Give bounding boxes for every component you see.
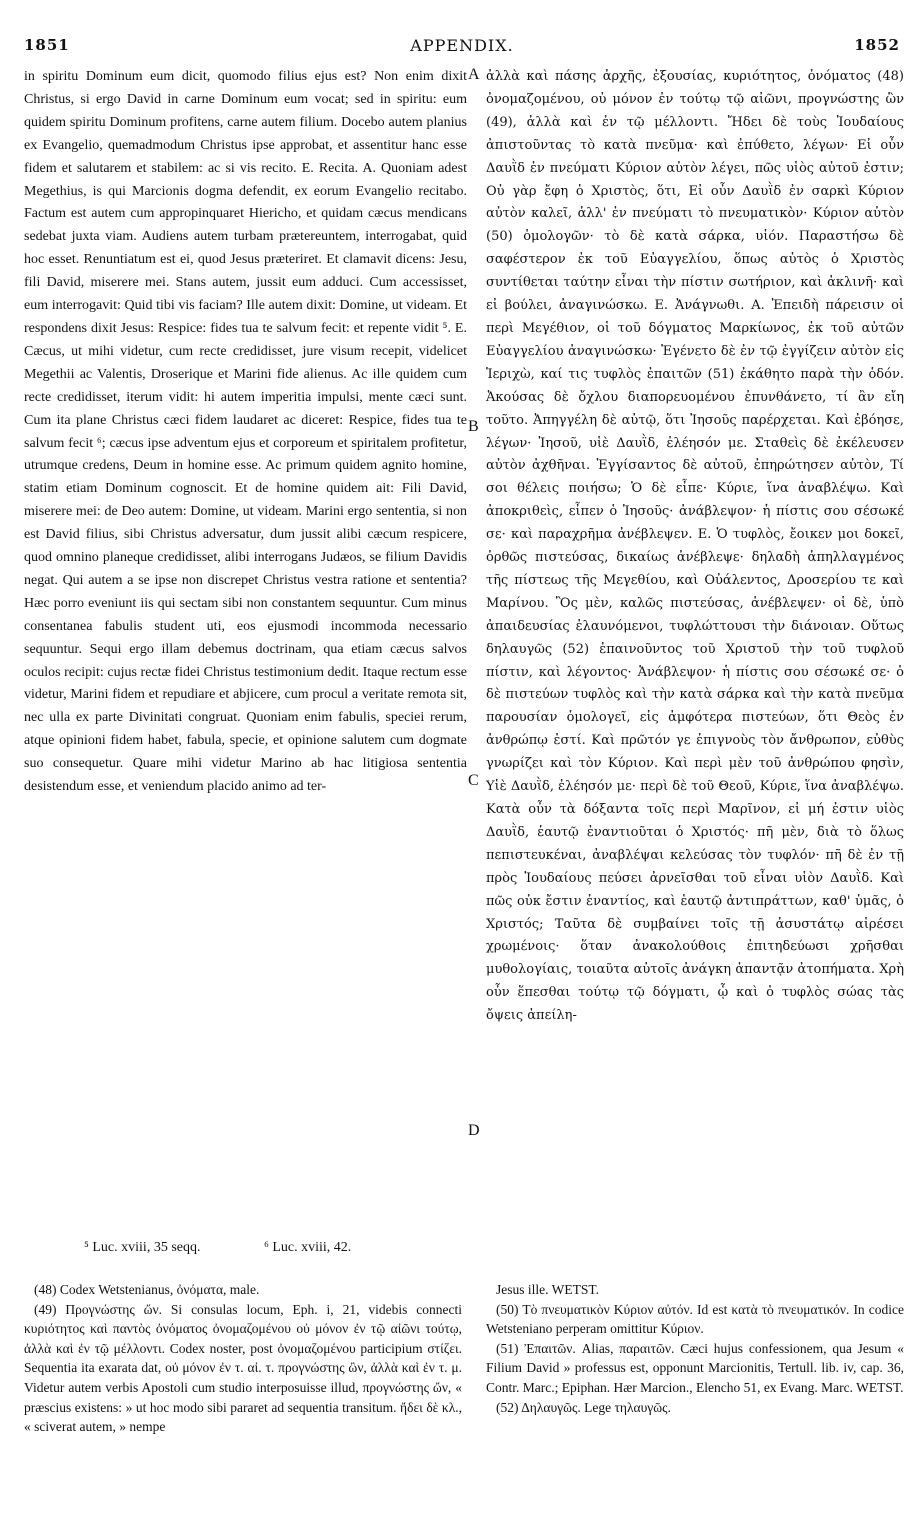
footnote-51: (51) Ἐπαιτῶν. Alias, παραιτῶν. Cæci hujus confessionem, qua Jesum « Filium David » professus est, opponunt Marcionitis, Tertull. lib. iv, cap. 36, Contr. Marc.; Epiphan. Hær Marcion., Elencho 51, ex Evang. Marc. WETST.: [486, 1340, 904, 1395]
section-marker-a: A: [468, 66, 480, 83]
scripture-note-5: ⁵ Luc. xviii, 35 seqq.: [84, 1240, 201, 1255]
page-number-left: 1851: [24, 36, 70, 54]
scripture-note-6: ⁶ Luc. xviii, 42.: [263, 1240, 352, 1255]
scripture-references: [24, 1240, 904, 1256]
footnote-52: (52) Δηλαυγῶς. Lege τηλαυγῶς.: [496, 1399, 671, 1415]
page-number-right: 1852: [854, 36, 900, 54]
greek-column: [486, 66, 904, 1028]
section-marker-c: C: [468, 772, 479, 789]
running-title: APPENDIX.: [410, 36, 514, 55]
section-marker-b: B: [468, 418, 479, 435]
footnotes-right: [486, 1280, 904, 1417]
footnote-continuation: Jesus ille. WETST.: [496, 1282, 599, 1297]
page-header: [24, 36, 900, 58]
footnotes-left: [24, 1280, 462, 1437]
footnote-48: (48) Codex Wetstenianus, ὀνόματα, male.: [34, 1282, 260, 1297]
section-marker-d: D: [468, 1122, 480, 1139]
greek-text: ἀλλὰ καὶ πάσης ἀρχῆς, ἐξουσίας, κυριότητος, ὀνόματος (48) ὀνομαζομένου, οὐ μόνον ἐν τούτῳ τῷ αἰῶνι, προγνώστης ὢν (49), ἀλλὰ καὶ ἐν τῷ μέλλοντι. Ἤδει δὲ τοὺς Ἰουδαίους ἀπιστοῦντας τὸ κατὰ πνεῦμα· καὶ ἐπύθετο, λέγων· Εἰ οὖν Δαυῒδ ἐν πνεύματι Κύριον αὐτὸν λέγει, πῶς υἱὸς αὐτοῦ ἐστιν; Οὐ γὰρ ἔφη ὁ Χριστὸς, ὅτι, Εἰ οὖν Δαυῒδ ἐν σαρκὶ Κύριον αὐτὸν καλεῖ, ἀλλ' ἐν πνεύματι τὸ πνευματικὸν· Κύριον αὐτὸν (50) ὁμολογῶν· τὸ δὲ κατὰ σάρκα, υἱόν. Παραστήσω δὲ σαφέστερον ἐκ τοῦ Εὐαγγελίου, ὅπως αὐτὸς ὁ Χριστὸς συντίθεται ταύτην εἶναι τὴν πίστιν σωτήριον, καὶ ἀκλινῆ· καὶ εἰ βούλει, ἀναγινώσκω. Ε. Ἀνάγνωθι. Α. Ἐπειδὴ πάρεισιν οἱ περὶ Μεγέθιον, οἱ τοῦ δόγματος Μαρκίωνος, ἐκ τοῦ αὐτῶν Εὐαγγελίου ἀναγινώσκω· Ἐγένετο δὲ ἐν τῷ ἐγγίζειν αὐτὸν εἰς Ἱεριχὼ, καί τις τυφλὸς ἐπαιτῶν (51) ἐκάθητο παρὰ τὴν ὁδόν. Ἀκούσας δὲ ὄχλου διαπορευομένου ἐπυνθάνετο, τί ἂν εἴη τοῦτο. Ἀπηγγέλη δὲ αὐτῷ, ὅτι Ἰησοῦς παρέρχεται. Καὶ ἐβόησε, λέγων· Ἰησοῦ, υἱὲ Δαυῒδ, ἐλέησόν με. Σταθεὶς δὲ ἐκέλευσεν αὐτὸν ἀχθῆναι. Ἐγγίσαντος δὲ αὐτοῦ, ἐπηρώτησεν αὐτὸν, Τί σοι θέλεις ποιήσω; Ὁ δὲ εἶπε· Κύριε, ἵνα ἀναβλέψω. Καὶ ἀποκριθεὶς, εἶπεν ὁ Ἰησοῦς· ἀνάβλεψον· ἡ πίστις σου σέσωκέ σε· καὶ παραχρῆμα ἀνέβλεψεν. Ε. Ὁ τυφλὸς, ἔοικεν μοι δοκεῖ, ὀρθῶς πιστεύσας, δικαίως ἀνέβλεψε· δηλαδὴ ἀπηλλαγμένος τῆς πίστεως τῆς Μεγεθίου, καὶ Οὐάλεντος, Δροσερίου τε καὶ Μαρίνου. Ὃς μὲν, καλῶς πιστεύσας, ἀνέβλεψεν· οἱ δὲ, ὑπὸ ἀπαιδευσίας ἐλαυνόμενοι, τυφλώττουσι τὴν διάνοιαν. Οὕτως δηλαυγῶς (52) ἐπαινοῦντος τοῦ Χριστοῦ τὴν τοῦ τυφλοῦ πίστιν, καὶ λέγοντος· Ἀνάβλεψον· ἡ πίστις σου σέσωκέ σε· ὁ δὲ πιστεύων τυφλὸς καὶ τὴν κατὰ σάρκα καὶ τὴν κατὰ πνεῦμα παρουσίαν ὁμολογεῖ, εἰς ἀμφότερα πιστεύων, ὅτι Θεὸς ἐν ἀνθρώπῳ ἐστί. Καὶ πρῶτόν γε ἐπιγνοὺς τὸν ἄνθρωπον, εὐθὺς γνωρίζει καὶ τὸν Κύριον. Καὶ περὶ μὲν τοῦ ἀνθρώπου φησὶν, Υἱὲ Δαυῒδ, ἐλέησόν με· περὶ δὲ τοῦ Θεοῦ, Κύριε, ἵνα ἀναβλέψω. Κατὰ οὖν τὰ δόξαντα τοῖς περὶ Μαρῖνον, εἰ μή ἐστιν υἱὸς Δαυῒδ, ἑαυτῷ ἐναντιοῦται ὁ Χριστός· πῆ μὲν, διὰ τὸ ὅλως πεπιστευκέναι, ἀναβλέψαι κελεύσας τὸν τυφλόν· πῆ δὲ ἐν τῇ πρὸς Ἰουδαίους πεύσει ἀρνεῖσθαι τοῦ εἶναι υἱὸν Δαυῒδ. Καὶ πῶς οὐκ ἔστιν ἐναντίος, καὶ ἑαυτῷ ἀντιπράττων, καθ' ὑμᾶς, ὁ Χριστός; Ταῦτα δὲ συμβαίνει τοῖς τῇ ἀσυστάτῳ αἱρέσει χρωμένοις· ὅταν ἀνακολούθοις ἐπιτηδεύωσι χρῆσθαι μυθολογίαις, τοιαῦτα αὐτοῖς ἀνάγκη ἀπαντᾷν ἀτοπήματα. Χρὴ οὖν ἕπεσθαι τούτῳ τῷ δόγματι, ᾧ καὶ ὁ τυφλὸς σώας τὰς ὄψεις ἀπείλη-: [486, 69, 904, 1024]
footnote-49: (49) Προγνώστης ὤν. Si consulas locum, Eph. i, 21, videbis connecti κυριότητος καὶ παντὸς ὀνόματος ὀνομαζομένου οὐ μόνον ἐν τῷ αἰῶνι τούτῳ, ἀλλὰ καὶ ἐν τῷ μέλλοντι. Codex noster, post ὀνομαζομένου participium στίζει. Sequentia ita exarata dat, οὐ μόνον ἐν τ. αἰ. τ. προγνώστης ὢν, ἀλλὰ καὶ ἐν τ. μ. Videtur autem verbis Apostoli cum studio interposuisse illud, προγνώστης ὤν, « præscius existens: » ut hoc modo sibi pararet ad sequentia transitum. ἤδει δὲ κλ., « sciverat autem, » nempe: [24, 1301, 462, 1435]
latin-column: [24, 66, 467, 799]
footnote-50: (50) Τὸ πνευματικὸν Κύριον αὐτόν. Id est κατὰ τὸ πνευματικόν. In codice Wetsteniano perperam omittitur Κύριον.: [486, 1301, 904, 1337]
latin-text: in spiritu Dominum eum dicit, quomodo filius ejus est? Non enim dixit Christus, si ergo David in carne Dominum eum vocat; sed in spiritu: eum quidem spiritu Dominum profitens, carne autem filium. Docebo autem planius ex Evangelio, quemadmodum Christus ipse approbat, et assentitur hanc esse fidem et salutarem et stabilem: ac si vis recito. E. Recita. A. Quoniam adest Megethius, is qui Marcionis dogma defendit, ex eorum Evangelio recitabo. Factum est autem cum appropinquaret Hiericho, et quidam cæcus mendicans sedebat juxta viam. Audiens autem turbam prætereuntem, interrogabat, quid hoc esset. Renuntiatum est ei, quod Jesus præteriret. Et clamavit dicens: Jesu, fili David, miserere mei. Stans autem, jussit eum adduci. Cum accessisset, eum interrogavit: Quid tibi vis faciam? Ille autem dixit: Domine, ut videam. Et respondens dixit Jesus: Respice: fides tua te salvum fecit: et repente vidit ⁵. E. Cæcus, ut mihi videtur, cum recte credidisset, jure visum recepit, videlicet Megethii ac Valentis, Droserique et Marini fide alienus. Ac ille quidem cum recte credidisset, iterum vidit: hi autem imperitia impulsi, mente cæci sunt. Cum ita plane Christus cæci fidem laudaret ac diceret: Respice, fides tua te salvum fecit ⁶; cæcus ipse adventum ejus et corporeum et spiritalem profitetur, utrumque credens, Deum in homine esse. Ac primum quidem agnito homine, statim etiam Dominum cognoscit. Et de homine quidem ait: Fili David, miserere mei: de Deo autem: Domine, ut videam. Marini ergo sententia, si non est David filius, sibi Christus adversatur, dum jussit alibi cæcum respicere, quod omnino planeque credidisset, alibi interrogans Judæos, se filium Davidis negat. Qui autem a se ipse non discrepet Christus vestra ratione et sententia? Hæc porro eveniunt iis qui sectam sibi non constantem sequuntur. Cum minus consentanea fabulis student uti, eos ejusmodi incommoda necessario sequuntur. Sequi ergo illam debemus doctrinam, qua etiam cæcus salvos oculos recipit: cujus rectæ fidei Christus testimonium dedit. Itaque rectum esse videtur, Marini fidem et repudiare et abjicere, cum procul a veritate remota sit, nec ulla ex parte Divinitati congruat. Quoniam enim fabulis, speciei rerum, atque opinioni fidem habet, fabula, specie, et opinione salutem cum dogmate suo consequetur. Quare mihi videtur Marino ab hac litigiosa sententia desistendum esse, et veniendum placido animo ad ter-: [24, 69, 467, 795]
